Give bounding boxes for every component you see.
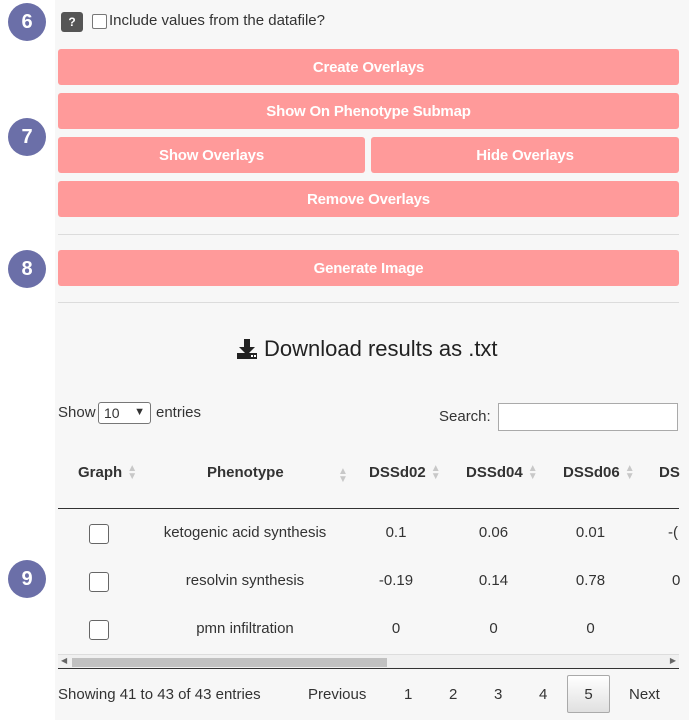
table-footer-divider <box>58 668 679 669</box>
column-header-label: Phenotype <box>207 464 284 481</box>
download-label: Download results as .txt <box>264 336 498 361</box>
include-values-label: Include values from the datafile? <box>109 12 325 29</box>
table-cell-phenotype: ketogenic acid synthesis <box>163 524 327 541</box>
sort-icon: ▲ ▼ <box>430 462 441 482</box>
sort-icon: ▲ ▼ <box>338 466 348 485</box>
pagination-page-4[interactable]: 4 <box>539 686 548 703</box>
show-on-phenotype-submap-button[interactable]: Show On Phenotype Submap <box>58 93 679 129</box>
chevron-down-icon: ▼ <box>134 406 145 418</box>
search-input[interactable] <box>498 403 678 431</box>
table-cell-dssd06: 0.78 <box>575 572 606 589</box>
scroll-right-icon[interactable]: ▶ <box>669 656 676 665</box>
pagination-next[interactable]: Next <box>629 686 660 703</box>
entries-label: entries <box>156 404 202 421</box>
table-cell-dssd04: 0.14 <box>478 572 509 589</box>
column-header-label: DSSd02 <box>369 464 426 481</box>
table-cell-dssd08: 0 <box>672 572 681 589</box>
pagination-page-2[interactable]: 2 <box>449 686 458 703</box>
table-cell-dssd04: 0.06 <box>478 524 509 541</box>
table-info: Showing 41 to 43 of 43 entries <box>58 686 261 703</box>
row-graph-checkbox[interactable] <box>89 620 109 640</box>
scrollbar-thumb[interactable] <box>72 658 387 667</box>
pagination-page-1[interactable]: 1 <box>404 686 413 703</box>
hide-overlays-button[interactable]: Hide Overlays <box>371 137 679 173</box>
sort-icon: ▲ ▼ <box>624 462 635 482</box>
table-cell-phenotype: resolvin synthesis <box>185 572 305 589</box>
step-badge-8: 8 <box>8 250 46 288</box>
divider <box>58 302 679 303</box>
search-label: Search: <box>439 408 491 425</box>
sort-icon: ▲ ▼ <box>527 462 538 482</box>
table-cell-dssd06: 0 <box>586 620 595 637</box>
remove-overlays-button[interactable]: Remove Overlays <box>58 181 679 217</box>
table-cell-dssd04: 0 <box>489 620 498 637</box>
download-results-link[interactable] <box>236 336 498 362</box>
table-cell-dssd06: 0.01 <box>575 524 606 541</box>
step-badge-6: 6 <box>8 3 46 41</box>
page-size-select[interactable] <box>98 402 151 424</box>
row-graph-checkbox[interactable] <box>89 572 109 592</box>
scroll-left-icon[interactable]: ◀ <box>61 656 68 665</box>
sort-icon: ▲ ▼ <box>127 462 138 482</box>
column-header-dssd02[interactable] <box>369 464 441 481</box>
horizontal-scrollbar[interactable] <box>58 654 679 669</box>
create-overlays-button[interactable]: Create Overlays <box>58 49 679 85</box>
pagination-previous[interactable]: Previous <box>308 686 367 703</box>
help-icon[interactable]: ? <box>61 12 83 32</box>
column-header-phenotype[interactable] <box>207 464 284 481</box>
show-label: Show <box>58 404 96 421</box>
column-header-label: DSSd06 <box>563 464 620 481</box>
column-header-label: Graph <box>78 464 123 481</box>
show-overlays-button[interactable]: Show Overlays <box>58 137 365 173</box>
row-graph-checkbox[interactable] <box>89 524 109 544</box>
table-cell-dssd02: 0 <box>391 620 401 637</box>
pagination-page-3[interactable]: 3 <box>494 686 503 703</box>
include-values-checkbox[interactable] <box>92 14 107 29</box>
column-header-dssd06[interactable] <box>563 464 635 481</box>
column-header-label: DS <box>659 464 680 481</box>
table-cell-phenotype: pmn infiltration <box>196 620 294 637</box>
generate-image-button[interactable]: Generate Image <box>58 250 679 286</box>
table-cell-dssd08: -( <box>668 524 678 541</box>
step-badge-7: 7 <box>8 118 46 156</box>
page-size-value: 10 <box>104 405 120 421</box>
column-header-dssd08[interactable] <box>659 464 680 481</box>
table-header-divider <box>58 508 679 509</box>
column-header-label: DSSd04 <box>466 464 523 481</box>
divider <box>58 234 679 235</box>
pagination-page-5[interactable]: 5 <box>567 675 610 713</box>
table-cell-dssd02: 0.1 <box>385 524 407 541</box>
column-header-graph[interactable] <box>78 464 137 481</box>
table-cell-dssd02: -0.19 <box>378 572 414 589</box>
download-icon <box>236 338 258 360</box>
step-badge-9: 9 <box>8 560 46 598</box>
column-header-dssd04[interactable] <box>466 464 538 481</box>
